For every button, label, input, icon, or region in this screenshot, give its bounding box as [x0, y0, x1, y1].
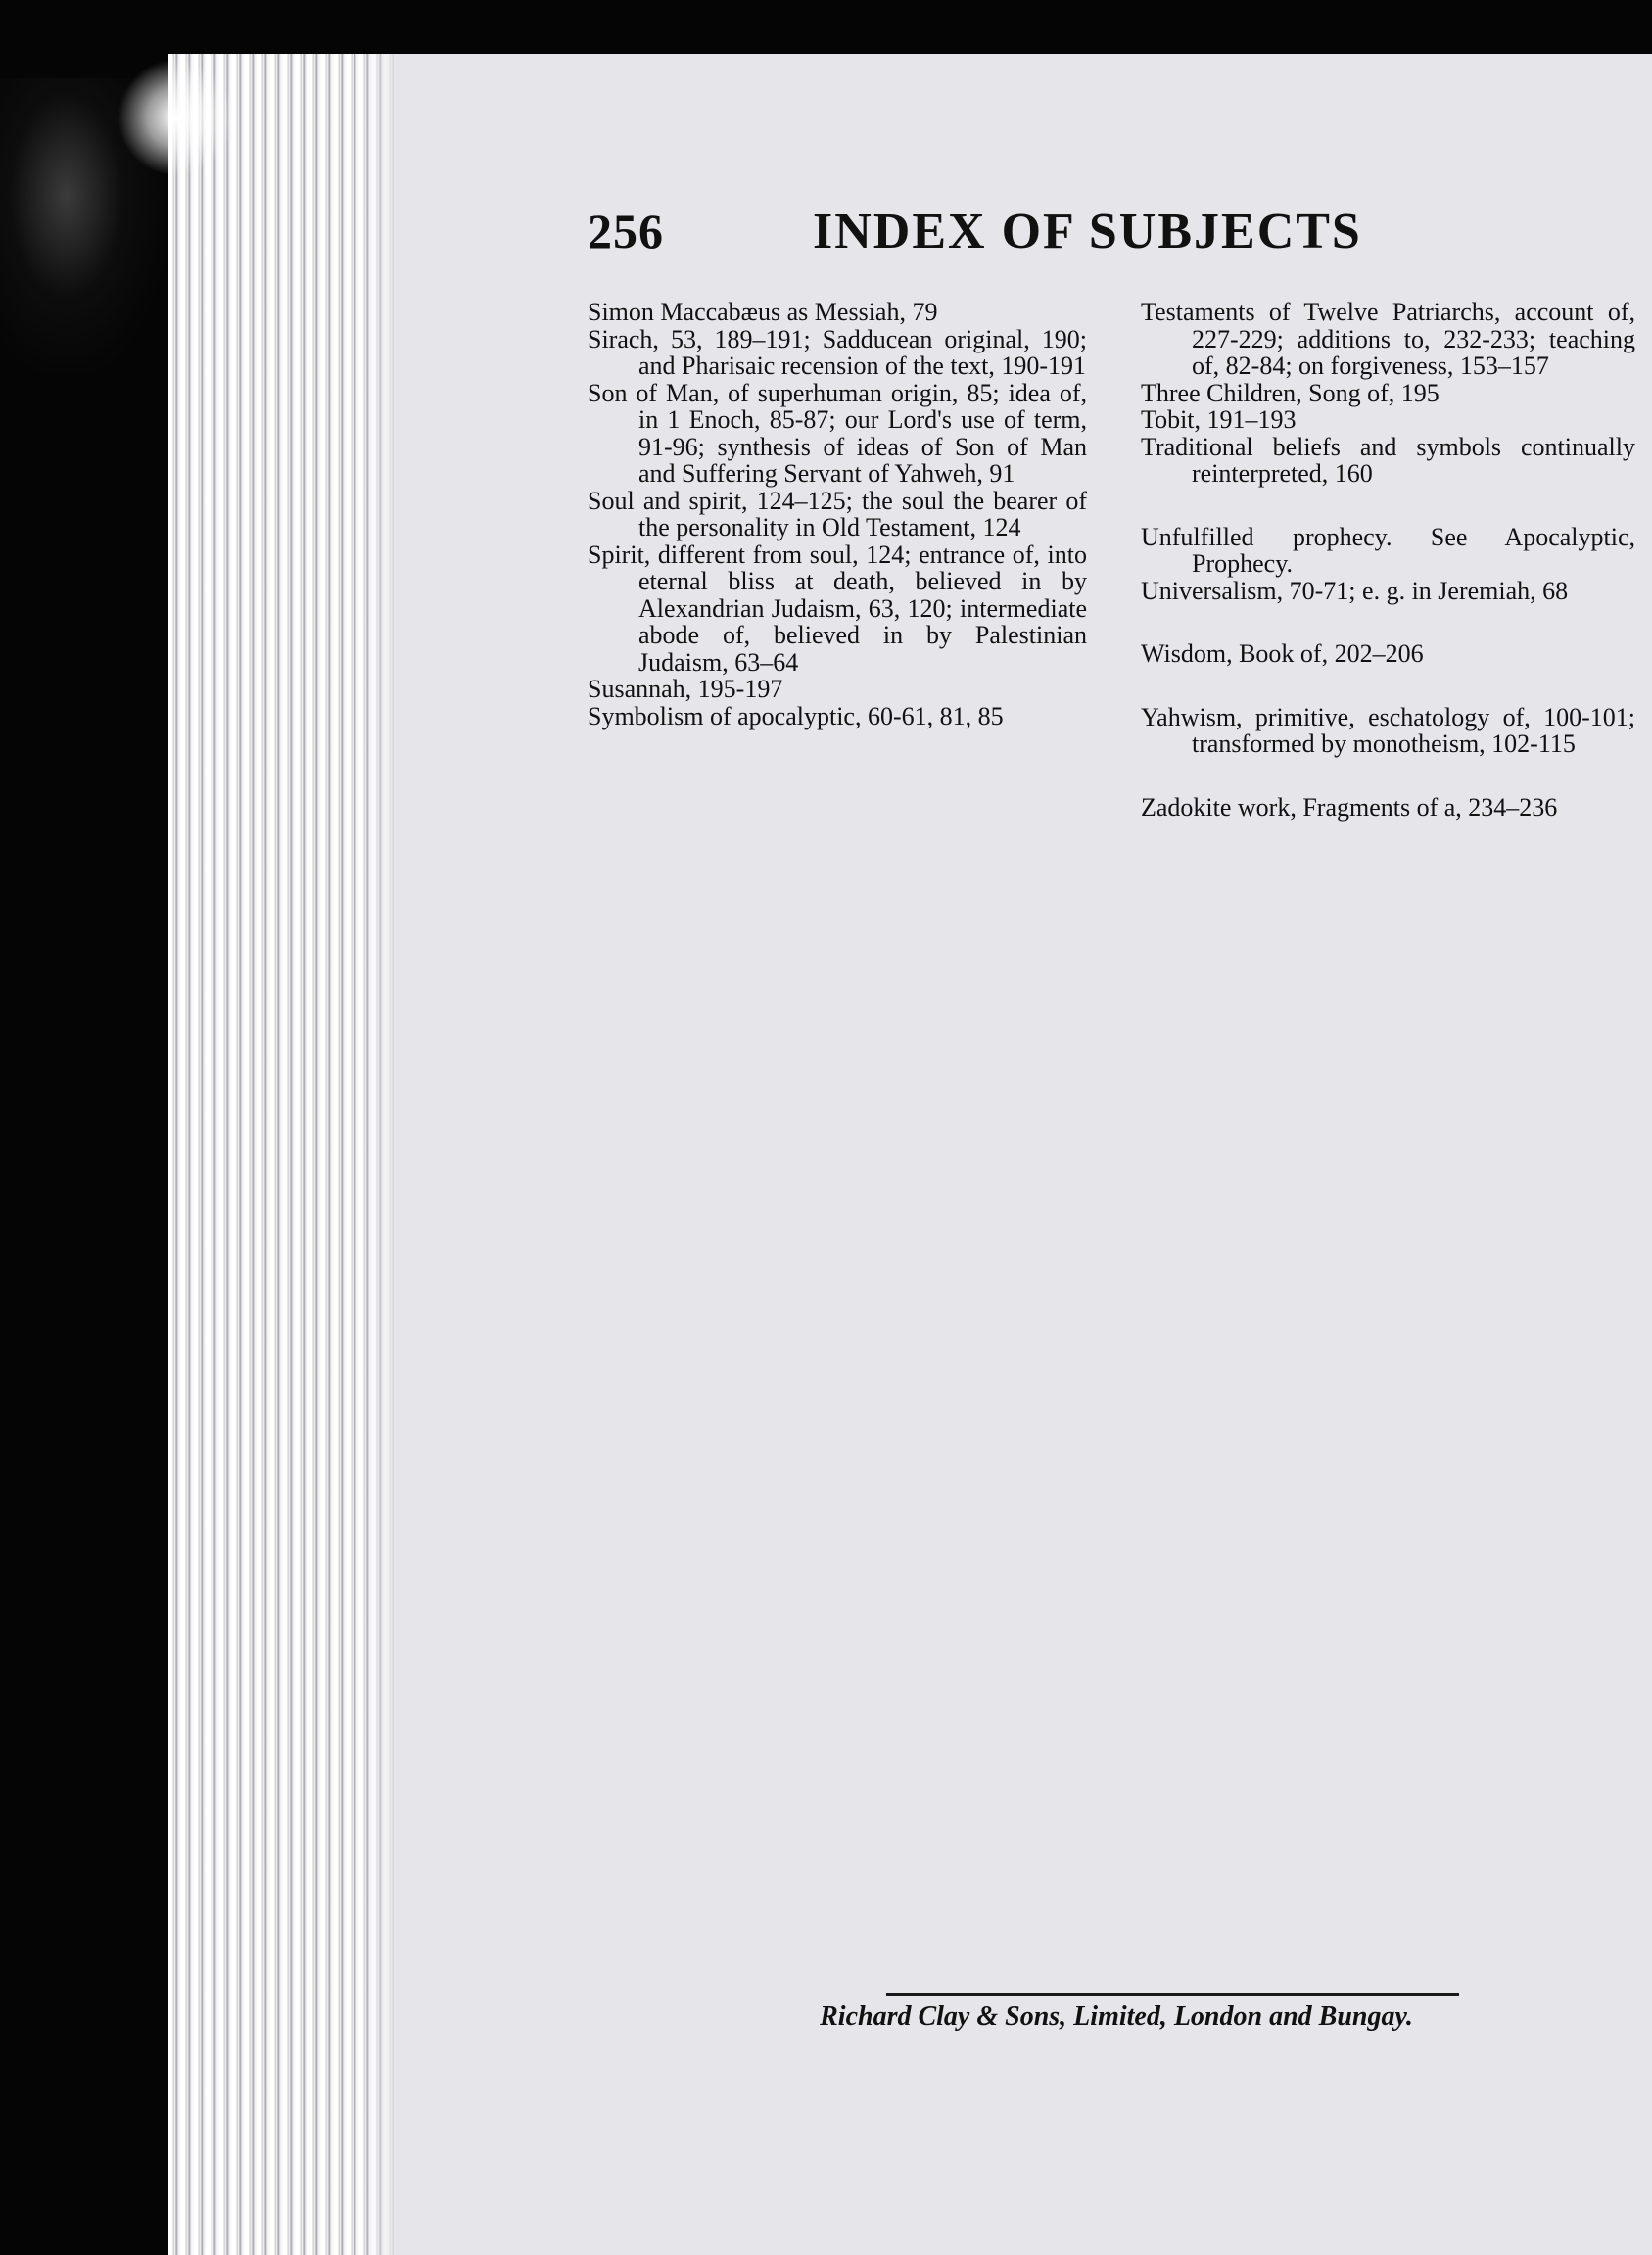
- footer-rule: [886, 1993, 1459, 1996]
- index-entry: Three Children, Song of, 195: [1141, 378, 1440, 407]
- index-entry: Universalism, 70-71; e. g. in Jeremiah, 68: [1141, 576, 1569, 605]
- index-column-left: [588, 299, 1087, 729]
- printer-imprint: Richard Clay & Sons, Limited, London and Bungay.: [820, 2001, 1413, 2032]
- index-entry: Unfulfilled prophecy. See Apocalyptic, Prophecy.: [1141, 522, 1635, 578]
- index-column-right: [1141, 299, 1635, 821]
- index-entry: Testaments of Twelve Patriarchs, account of, 227-229; additions to, 232-233; teaching of, 82-84; on forgiveness, 153–157: [1141, 298, 1635, 380]
- letter-group-gap: [1141, 604, 1635, 640]
- page-number: 256: [588, 204, 664, 258]
- index-entry: Wisdom, Book of, 202–206: [1141, 639, 1424, 668]
- page-edges: [168, 54, 394, 2255]
- index-entry: Son of Man, of superhuman origin, 85; idea of, in 1 Enoch, 85-87; our Lord's use of term, 91-96; synthesis of ideas of Son of Man and Suffering Servant of Yahweh, 91: [588, 378, 1087, 488]
- page-edges-fade: [364, 54, 403, 2255]
- index-entry: Soul and spirit, 124–125; the soul the bearer of the personality in Old Testament, 124: [588, 486, 1087, 541]
- letter-group-gap: [1141, 488, 1635, 524]
- index-entry: Spirit, different from soul, 124; entrance of, into eternal bliss at death, believed in by Alexandrian Judaism, 63, 120; intermediate abode of, believed in by Palestinian Judaism, 63–64: [588, 540, 1087, 677]
- letter-group-gap: [1141, 758, 1635, 794]
- index-entry: Zadokite work, Fragments of a, 234–236: [1141, 792, 1558, 822]
- index-entry: Traditional beliefs and symbols continually reinterpreted, 160: [1141, 432, 1635, 488]
- index-entry: Simon Maccabæus as Messiah, 79: [588, 298, 938, 326]
- index-entry: Susannah, 195-197: [588, 675, 783, 703]
- index-entry: Yahwism, primitive, eschatology of, 100-101; transformed by monotheism, 102-115: [1141, 702, 1635, 758]
- index-entry: Tobit, 191–193: [1141, 405, 1297, 434]
- running-title: INDEX OF SUBJECTS: [813, 204, 1362, 259]
- index-entry: Symbolism of apocalyptic, 60-61, 81, 85: [588, 701, 1004, 730]
- index-entry: Sirach, 53, 189–191; Sadducean original, 190; and Pharisaic recension of the text, 190-191: [588, 324, 1087, 380]
- letter-group-gap: [1141, 668, 1635, 704]
- light-glare: [118, 59, 235, 176]
- page-header: [588, 203, 1430, 271]
